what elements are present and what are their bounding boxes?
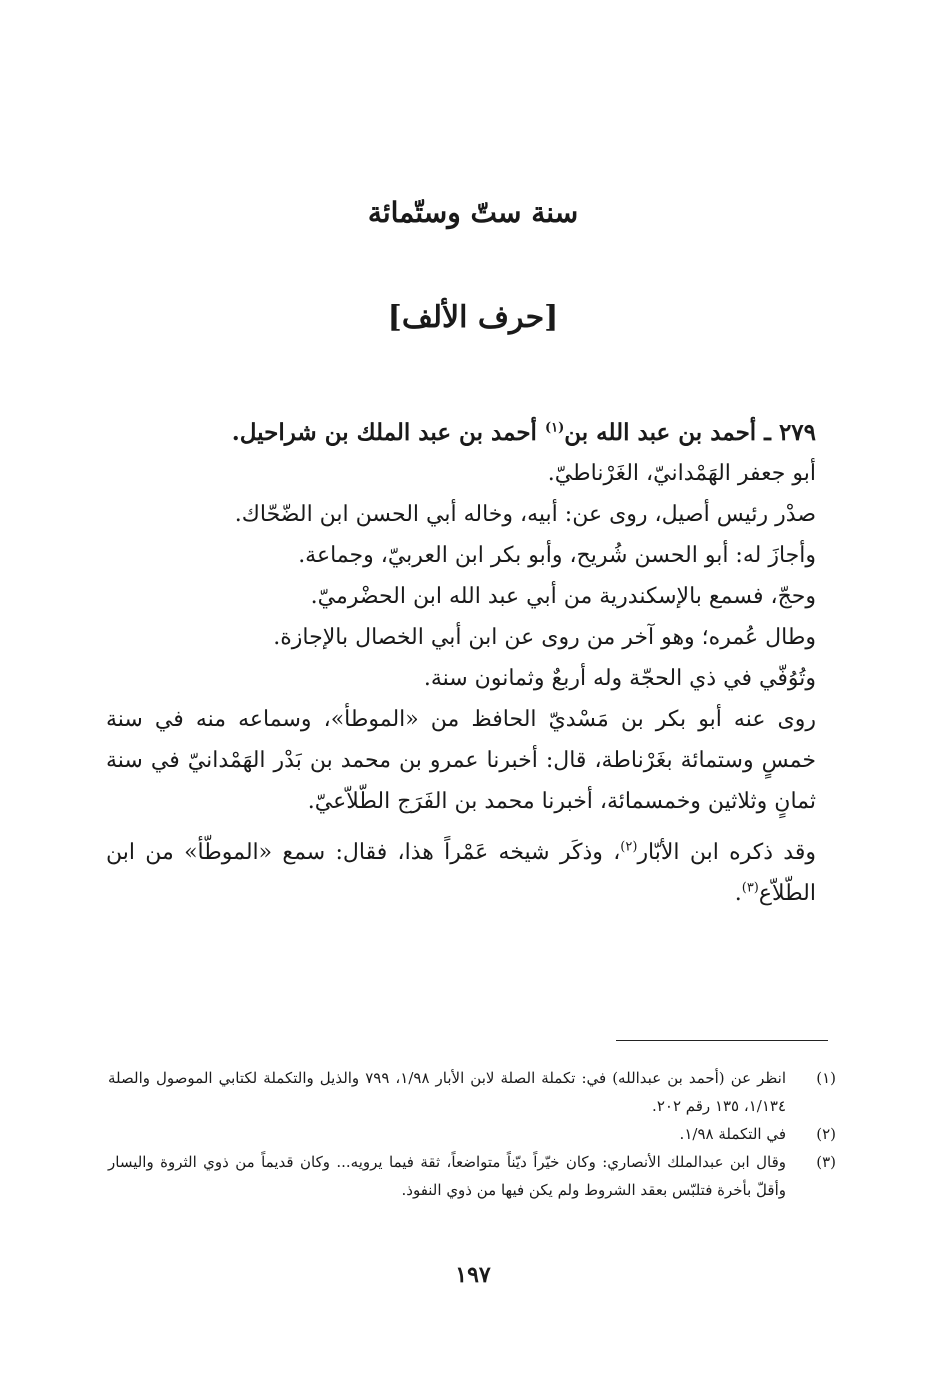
- entry-line-death: وتُوُفّي في ذي الحجّة وله أربعٌ وثمانون سنة.: [423, 666, 816, 691]
- footnote-number: (٣): [816, 1153, 836, 1171]
- footnote-text: في التكملة ١/٩٨.: [679, 1125, 786, 1143]
- footnote-number: (٢): [816, 1125, 836, 1143]
- entry-line-ijaza: وأجازَ له: أبو الحسن شُريح، وأبو بكر ابن العربيّ، وجماعة.: [298, 543, 816, 568]
- entry-line-hajj: وحجّ، فسمع بالإسكندرية من أبي عبد الله ابن الحضْرميّ.: [310, 584, 816, 609]
- footnote-item: [108, 1064, 836, 1120]
- footnote-item: [108, 1120, 836, 1148]
- footnote-ref-1[interactable]: (١): [544, 420, 565, 436]
- entry-paragraph-ibn-al-abbar: [106, 832, 816, 914]
- entry-heading: [106, 412, 816, 453]
- page-number: ١٩٧: [455, 1262, 491, 1288]
- footnote-ref-2[interactable]: (٢): [620, 839, 638, 855]
- footnote-text: وقال ابن عبدالملك الأنصاري: وكان خيّراً ديّناً متواضعاً، ثقة فيما يرويه... وكان قديماً من ذوي الثروة واليسار وأقلّ بأخرة فتلبّس بعقد الشروط ولم يكن فيها من ذوي النفوذ.: [108, 1153, 786, 1199]
- entry-line-kunya: أبو جعفر الهَمْدانيّ، الغَرْناطيّ.: [547, 461, 816, 486]
- p8-text-c: .: [734, 881, 742, 906]
- entry-heading-lineage: أحمد بن عبد الملك بن شراحيل.: [231, 419, 545, 446]
- footnote-text: انظر عن (أحمد بن عبدالله) في: تكملة الصلة لابن الأبار ١/٩٨، ٧٩٩ والذيل والتكملة لكتابي الموصول والصلة ١/١٣٤، ١٣٥ رقم ٢٠٢.: [108, 1069, 787, 1115]
- entry-paragraph-narration: روى عنه أبو بكر بن مَسْديّ الحافظ من «الموطأ»، وسماعه منه في سنة خمسٍ وستمائة بغَرْناطة، قال: أخبرنا عمرو بن محمد بن بَدْر الهَمْدانيّ في سنة ثمانٍ وثلاثين وخمسمائة، أخبرنا محمد بن الفَرَج الطّلاّعيّ.: [106, 707, 816, 814]
- year-title: سنة ستّ وستّمائة: [367, 196, 579, 229]
- biography-entry: [106, 412, 816, 914]
- footnote-item: [108, 1148, 836, 1204]
- entry-line-longevity: وطال عُمره؛ وهو آخر من روى عن ابن أبي الخصال بالإجازة.: [273, 625, 816, 650]
- p8-text-a: وقد ذكره ابن الأبّار: [637, 840, 816, 865]
- section-title: [حرف الألف]: [387, 300, 559, 335]
- footnotes: [108, 1064, 836, 1204]
- footnote-ref-3[interactable]: (٣): [741, 880, 759, 896]
- footnote-number: (١): [816, 1069, 836, 1087]
- p8-text-b: ، وذكَر شيخه عَمْراً هذا، فقال: سمع «الموطّأ» من ابن الطّلاّع: [106, 840, 816, 906]
- footnote-divider: [616, 1040, 828, 1041]
- entry-heading-name: ٢٧٩ ـ أحمد بن عبد الله بن: [564, 419, 816, 446]
- entry-line-teachers: صدْر رئيس أصيل، روى عن: أبيه، وخاله أبي الحسن ابن الضّحّاك.: [234, 502, 816, 527]
